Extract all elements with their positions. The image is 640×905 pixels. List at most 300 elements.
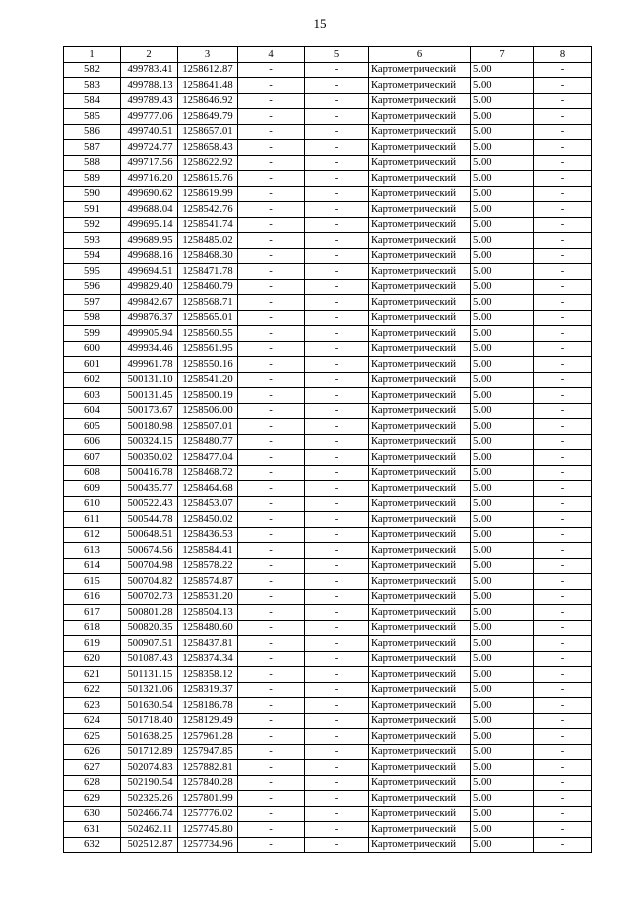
method-cell: Картометрический — [369, 651, 471, 667]
col5-cell: - — [305, 155, 369, 171]
x-coordinate-cell: 500131.45 — [121, 388, 178, 404]
y-coordinate-cell: 1258584.41 — [178, 543, 238, 559]
point-number-cell: 602 — [64, 372, 121, 388]
column-header: 7 — [471, 47, 534, 63]
method-cell: Картометрический — [369, 233, 471, 249]
x-coordinate-cell: 499789.43 — [121, 93, 178, 109]
accuracy-cell: 5.00 — [471, 605, 534, 621]
column-header: 3 — [178, 47, 238, 63]
table-row — [64, 310, 592, 326]
table-row — [64, 202, 592, 218]
point-number-cell: 624 — [64, 713, 121, 729]
y-coordinate-cell: 1257947.85 — [178, 744, 238, 760]
col8-cell: - — [534, 713, 592, 729]
x-coordinate-cell: 499961.78 — [121, 357, 178, 373]
method-cell: Картометрический — [369, 806, 471, 822]
method-cell: Картометрический — [369, 171, 471, 187]
method-cell: Картометрический — [369, 574, 471, 590]
y-coordinate-cell: 1258578.22 — [178, 558, 238, 574]
col4-cell: - — [238, 155, 305, 171]
col4-cell: - — [238, 279, 305, 295]
point-number-cell: 621 — [64, 667, 121, 683]
accuracy-cell: 5.00 — [471, 620, 534, 636]
col8-cell: - — [534, 140, 592, 156]
col8-cell: - — [534, 527, 592, 543]
method-cell: Картометрический — [369, 837, 471, 853]
column-header: 5 — [305, 47, 369, 63]
accuracy-cell: 5.00 — [471, 527, 534, 543]
x-coordinate-cell: 500416.78 — [121, 465, 178, 481]
accuracy-cell: 5.00 — [471, 543, 534, 559]
accuracy-cell: 5.00 — [471, 760, 534, 776]
col8-cell: - — [534, 698, 592, 714]
accuracy-cell: 5.00 — [471, 310, 534, 326]
table-row — [64, 93, 592, 109]
y-coordinate-cell: 1258464.68 — [178, 481, 238, 497]
col4-cell: - — [238, 605, 305, 621]
accuracy-cell: 5.00 — [471, 791, 534, 807]
method-cell: Картометрический — [369, 155, 471, 171]
point-number-cell: 607 — [64, 450, 121, 466]
accuracy-cell: 5.00 — [471, 775, 534, 791]
method-cell: Картометрический — [369, 62, 471, 78]
col8-cell: - — [534, 822, 592, 838]
y-coordinate-cell: 1258358.12 — [178, 667, 238, 683]
method-cell: Картометрический — [369, 388, 471, 404]
y-coordinate-cell: 1257776.02 — [178, 806, 238, 822]
method-cell: Картометрический — [369, 93, 471, 109]
col8-cell: - — [534, 651, 592, 667]
y-coordinate-cell: 1257745.80 — [178, 822, 238, 838]
y-coordinate-cell: 1258619.99 — [178, 186, 238, 202]
point-number-cell: 604 — [64, 403, 121, 419]
point-number-cell: 589 — [64, 171, 121, 187]
y-coordinate-cell: 1257882.81 — [178, 760, 238, 776]
x-coordinate-cell: 501087.43 — [121, 651, 178, 667]
accuracy-cell: 5.00 — [471, 558, 534, 574]
method-cell: Картометрический — [369, 372, 471, 388]
col8-cell: - — [534, 744, 592, 760]
x-coordinate-cell: 499688.16 — [121, 248, 178, 264]
point-number-cell: 632 — [64, 837, 121, 853]
x-coordinate-cell: 500704.82 — [121, 574, 178, 590]
col8-cell: - — [534, 403, 592, 419]
table-row — [64, 124, 592, 140]
col4-cell: - — [238, 93, 305, 109]
x-coordinate-cell: 501321.06 — [121, 682, 178, 698]
table-row — [64, 434, 592, 450]
method-cell: Картометрический — [369, 124, 471, 140]
point-number-cell: 592 — [64, 217, 121, 233]
method-cell: Картометрический — [369, 264, 471, 280]
point-number-cell: 595 — [64, 264, 121, 280]
table-row — [64, 574, 592, 590]
col5-cell: - — [305, 279, 369, 295]
y-coordinate-cell: 1258565.01 — [178, 310, 238, 326]
x-coordinate-cell: 500544.78 — [121, 512, 178, 528]
x-coordinate-cell: 500173.67 — [121, 403, 178, 419]
col5-cell: - — [305, 481, 369, 497]
col5-cell: - — [305, 496, 369, 512]
y-coordinate-cell: 1258658.43 — [178, 140, 238, 156]
accuracy-cell: 5.00 — [471, 295, 534, 311]
accuracy-cell: 5.00 — [471, 419, 534, 435]
table-row — [64, 791, 592, 807]
table-row — [64, 419, 592, 435]
accuracy-cell: 5.00 — [471, 434, 534, 450]
x-coordinate-cell: 499717.56 — [121, 155, 178, 171]
column-header: 4 — [238, 47, 305, 63]
col5-cell: - — [305, 682, 369, 698]
col5-cell: - — [305, 93, 369, 109]
method-cell: Картометрический — [369, 481, 471, 497]
point-number-cell: 615 — [64, 574, 121, 590]
table-row — [64, 357, 592, 373]
col8-cell: - — [534, 574, 592, 590]
table-row — [64, 341, 592, 357]
y-coordinate-cell: 1258480.60 — [178, 620, 238, 636]
col4-cell: - — [238, 837, 305, 853]
col5-cell: - — [305, 620, 369, 636]
x-coordinate-cell: 500801.28 — [121, 605, 178, 621]
col4-cell: - — [238, 78, 305, 94]
col5-cell: - — [305, 248, 369, 264]
method-cell: Картометрический — [369, 295, 471, 311]
col4-cell: - — [238, 295, 305, 311]
table-row — [64, 806, 592, 822]
accuracy-cell: 5.00 — [471, 837, 534, 853]
accuracy-cell: 5.00 — [471, 124, 534, 140]
col5-cell: - — [305, 140, 369, 156]
y-coordinate-cell: 1258471.78 — [178, 264, 238, 280]
table-row — [64, 465, 592, 481]
method-cell: Картометрический — [369, 217, 471, 233]
col4-cell: - — [238, 760, 305, 776]
y-coordinate-cell: 1258480.77 — [178, 434, 238, 450]
y-coordinate-cell: 1258436.53 — [178, 527, 238, 543]
page-number: 15 — [313, 16, 327, 31]
method-cell: Картометрический — [369, 357, 471, 373]
col5-cell: - — [305, 202, 369, 218]
col5-cell: - — [305, 667, 369, 683]
col4-cell: - — [238, 806, 305, 822]
col4-cell: - — [238, 574, 305, 590]
col5-cell: - — [305, 233, 369, 249]
method-cell: Картометрический — [369, 341, 471, 357]
col4-cell: - — [238, 775, 305, 791]
point-number-cell: 583 — [64, 78, 121, 94]
accuracy-cell: 5.00 — [471, 62, 534, 78]
x-coordinate-cell: 499842.67 — [121, 295, 178, 311]
col5-cell: - — [305, 357, 369, 373]
col8-cell: - — [534, 806, 592, 822]
accuracy-cell: 5.00 — [471, 403, 534, 419]
col4-cell: - — [238, 636, 305, 652]
method-cell: Картометрический — [369, 326, 471, 342]
col5-cell: - — [305, 543, 369, 559]
table-row — [64, 140, 592, 156]
column-header: 8 — [534, 47, 592, 63]
col4-cell: - — [238, 496, 305, 512]
method-cell: Картометрический — [369, 202, 471, 218]
col4-cell: - — [238, 512, 305, 528]
table-row — [64, 651, 592, 667]
col5-cell: - — [305, 791, 369, 807]
col5-cell: - — [305, 109, 369, 125]
col8-cell: - — [534, 155, 592, 171]
col8-cell: - — [534, 682, 592, 698]
col4-cell: - — [238, 729, 305, 745]
x-coordinate-cell: 501638.25 — [121, 729, 178, 745]
x-coordinate-cell: 502512.87 — [121, 837, 178, 853]
y-coordinate-cell: 1258574.87 — [178, 574, 238, 590]
table-row — [64, 264, 592, 280]
point-number-cell: 611 — [64, 512, 121, 528]
col5-cell: - — [305, 450, 369, 466]
col8-cell: - — [534, 605, 592, 621]
col5-cell: - — [305, 822, 369, 838]
point-number-cell: 593 — [64, 233, 121, 249]
point-number-cell: 599 — [64, 326, 121, 342]
accuracy-cell: 5.00 — [471, 372, 534, 388]
col5-cell: - — [305, 574, 369, 590]
col8-cell: - — [534, 202, 592, 218]
point-number-cell: 605 — [64, 419, 121, 435]
y-coordinate-cell: 1258504.13 — [178, 605, 238, 621]
method-cell: Картометрический — [369, 512, 471, 528]
accuracy-cell: 5.00 — [471, 279, 534, 295]
method-cell: Картометрический — [369, 667, 471, 683]
x-coordinate-cell: 502462.11 — [121, 822, 178, 838]
col4-cell: - — [238, 481, 305, 497]
accuracy-cell: 5.00 — [471, 682, 534, 698]
point-number-cell: 594 — [64, 248, 121, 264]
point-number-cell: 628 — [64, 775, 121, 791]
col4-cell: - — [238, 744, 305, 760]
method-cell: Картометрический — [369, 465, 471, 481]
y-coordinate-cell: 1258560.55 — [178, 326, 238, 342]
column-header: 6 — [369, 47, 471, 63]
accuracy-cell: 5.00 — [471, 651, 534, 667]
y-coordinate-cell: 1258477.04 — [178, 450, 238, 466]
point-number-cell: 596 — [64, 279, 121, 295]
col4-cell: - — [238, 403, 305, 419]
col4-cell: - — [238, 558, 305, 574]
x-coordinate-cell: 500180.98 — [121, 419, 178, 435]
point-number-cell: 622 — [64, 682, 121, 698]
col8-cell: - — [534, 496, 592, 512]
table-row — [64, 109, 592, 125]
table-row — [64, 481, 592, 497]
x-coordinate-cell: 501630.54 — [121, 698, 178, 714]
col5-cell: - — [305, 326, 369, 342]
point-number-cell: 590 — [64, 186, 121, 202]
col8-cell: - — [534, 667, 592, 683]
method-cell: Картометрический — [369, 605, 471, 621]
table-row — [64, 744, 592, 760]
y-coordinate-cell: 1257961.28 — [178, 729, 238, 745]
accuracy-cell: 5.00 — [471, 465, 534, 481]
col4-cell: - — [238, 713, 305, 729]
x-coordinate-cell: 499689.95 — [121, 233, 178, 249]
point-number-cell: 601 — [64, 357, 121, 373]
y-coordinate-cell: 1258468.72 — [178, 465, 238, 481]
col8-cell: - — [534, 78, 592, 94]
accuracy-cell: 5.00 — [471, 496, 534, 512]
col5-cell: - — [305, 775, 369, 791]
point-number-cell: 630 — [64, 806, 121, 822]
col5-cell: - — [305, 295, 369, 311]
x-coordinate-cell: 500907.51 — [121, 636, 178, 652]
y-coordinate-cell: 1258186.78 — [178, 698, 238, 714]
accuracy-cell: 5.00 — [471, 481, 534, 497]
col5-cell: - — [305, 434, 369, 450]
col8-cell: - — [534, 775, 592, 791]
accuracy-cell: 5.00 — [471, 667, 534, 683]
table-row — [64, 682, 592, 698]
x-coordinate-cell: 502466.74 — [121, 806, 178, 822]
x-coordinate-cell: 499829.40 — [121, 279, 178, 295]
x-coordinate-cell: 500350.02 — [121, 450, 178, 466]
table-row — [64, 155, 592, 171]
accuracy-cell: 5.00 — [471, 512, 534, 528]
col5-cell: - — [305, 465, 369, 481]
accuracy-cell: 5.00 — [471, 78, 534, 94]
point-number-cell: 598 — [64, 310, 121, 326]
x-coordinate-cell: 499716.20 — [121, 171, 178, 187]
point-number-cell: 620 — [64, 651, 121, 667]
col8-cell: - — [534, 729, 592, 745]
y-coordinate-cell: 1258568.71 — [178, 295, 238, 311]
col4-cell: - — [238, 217, 305, 233]
table-row — [64, 667, 592, 683]
col8-cell: - — [534, 419, 592, 435]
col4-cell: - — [238, 698, 305, 714]
point-number-cell: 600 — [64, 341, 121, 357]
accuracy-cell: 5.00 — [471, 93, 534, 109]
col8-cell: - — [534, 543, 592, 559]
method-cell: Картометрический — [369, 248, 471, 264]
x-coordinate-cell: 501718.40 — [121, 713, 178, 729]
point-number-cell: 587 — [64, 140, 121, 156]
col5-cell: - — [305, 744, 369, 760]
col8-cell: - — [534, 279, 592, 295]
y-coordinate-cell: 1258641.48 — [178, 78, 238, 94]
point-number-cell: 614 — [64, 558, 121, 574]
method-cell: Картометрический — [369, 140, 471, 156]
point-number-cell: 626 — [64, 744, 121, 760]
point-number-cell: 629 — [64, 791, 121, 807]
method-cell: Картометрический — [369, 620, 471, 636]
col4-cell: - — [238, 310, 305, 326]
x-coordinate-cell: 501712.89 — [121, 744, 178, 760]
x-coordinate-cell: 499876.37 — [121, 310, 178, 326]
col8-cell: - — [534, 357, 592, 373]
table-row — [64, 403, 592, 419]
coordinates-table — [63, 46, 592, 853]
point-number-cell: 613 — [64, 543, 121, 559]
col8-cell: - — [534, 791, 592, 807]
table-row — [64, 698, 592, 714]
col5-cell: - — [305, 310, 369, 326]
col8-cell: - — [534, 326, 592, 342]
method-cell: Картометрический — [369, 589, 471, 605]
method-cell: Картометрический — [369, 186, 471, 202]
accuracy-cell: 5.00 — [471, 186, 534, 202]
accuracy-cell: 5.00 — [471, 248, 534, 264]
accuracy-cell: 5.00 — [471, 109, 534, 125]
col8-cell: - — [534, 372, 592, 388]
table-row — [64, 760, 592, 776]
accuracy-cell: 5.00 — [471, 574, 534, 590]
accuracy-cell: 5.00 — [471, 729, 534, 745]
col5-cell: - — [305, 729, 369, 745]
table-row — [64, 496, 592, 512]
point-number-cell: 627 — [64, 760, 121, 776]
y-coordinate-cell: 1257801.99 — [178, 791, 238, 807]
col5-cell: - — [305, 388, 369, 404]
y-coordinate-cell: 1258612.87 — [178, 62, 238, 78]
col4-cell: - — [238, 465, 305, 481]
col5-cell: - — [305, 806, 369, 822]
col5-cell: - — [305, 186, 369, 202]
col5-cell: - — [305, 713, 369, 729]
col4-cell: - — [238, 450, 305, 466]
accuracy-cell: 5.00 — [471, 357, 534, 373]
point-number-cell: 623 — [64, 698, 121, 714]
col8-cell: - — [534, 217, 592, 233]
point-number-cell: 585 — [64, 109, 121, 125]
x-coordinate-cell: 499694.51 — [121, 264, 178, 280]
col5-cell: - — [305, 124, 369, 140]
col4-cell: - — [238, 233, 305, 249]
col8-cell: - — [534, 248, 592, 264]
y-coordinate-cell: 1258485.02 — [178, 233, 238, 249]
x-coordinate-cell: 499905.94 — [121, 326, 178, 342]
y-coordinate-cell: 1258657.01 — [178, 124, 238, 140]
col4-cell: - — [238, 341, 305, 357]
accuracy-cell: 5.00 — [471, 698, 534, 714]
table-row — [64, 171, 592, 187]
x-coordinate-cell: 499724.77 — [121, 140, 178, 156]
x-coordinate-cell: 499934.46 — [121, 341, 178, 357]
method-cell: Картометрический — [369, 109, 471, 125]
col4-cell: - — [238, 822, 305, 838]
col4-cell: - — [238, 202, 305, 218]
accuracy-cell: 5.00 — [471, 217, 534, 233]
y-coordinate-cell: 1258622.92 — [178, 155, 238, 171]
method-cell: Картометрический — [369, 543, 471, 559]
col4-cell: - — [238, 186, 305, 202]
accuracy-cell: 5.00 — [471, 171, 534, 187]
point-number-cell: 588 — [64, 155, 121, 171]
x-coordinate-cell: 500704.98 — [121, 558, 178, 574]
col5-cell: - — [305, 837, 369, 853]
col4-cell: - — [238, 419, 305, 435]
col8-cell: - — [534, 512, 592, 528]
col4-cell: - — [238, 667, 305, 683]
table-row — [64, 62, 592, 78]
x-coordinate-cell: 502190.54 — [121, 775, 178, 791]
col8-cell: - — [534, 465, 592, 481]
table-row — [64, 388, 592, 404]
col8-cell: - — [534, 109, 592, 125]
col5-cell: - — [305, 527, 369, 543]
table-row — [64, 558, 592, 574]
y-coordinate-cell: 1258506.00 — [178, 403, 238, 419]
table-row — [64, 248, 592, 264]
table-row — [64, 527, 592, 543]
